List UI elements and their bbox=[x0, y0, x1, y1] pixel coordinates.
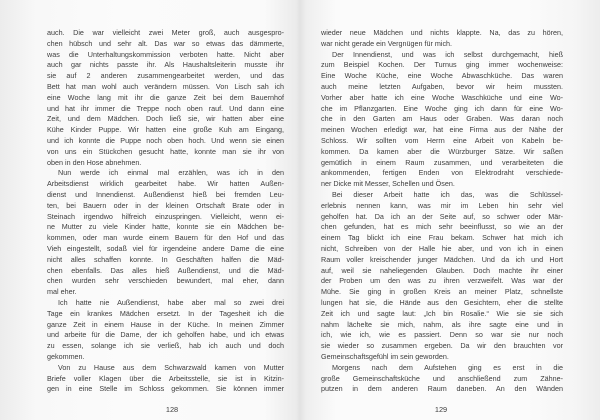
text-line: dienst und Innendienst. Außendienst hieß bei fremden Leu- bbox=[47, 189, 284, 199]
page-number: 128 bbox=[165, 405, 179, 414]
text-line: Mühe. Sie ging in großen Kreis an meiner Platz, schnellste bbox=[321, 287, 563, 297]
text-line: Gemeinschaftsgefühl im sein geworden. bbox=[321, 351, 449, 361]
text-line: Zeit, und dem Mädchen. Doch ließ sie, wir hatten aber eine bbox=[47, 114, 284, 124]
text-line: Arbeitsdienst wirklich gearbeitet habe. Wir hatten Außen- bbox=[47, 179, 284, 189]
text-line: Ich hatte nie Außendienst, habe aber mal so zwei drei bbox=[58, 297, 284, 307]
text-line: Briefe voller Klagen über die Arbeitsstelle, sie ist in Kitzin- bbox=[47, 373, 284, 383]
text-line: wieder neue Mädchen und nichts klappte. Na, das zu hören, bbox=[321, 28, 563, 37]
text-line: Bei dieser Arbeit hatte ich das, was die Schlüssel- bbox=[332, 189, 563, 199]
text-line: Vorher aber hatte ich eine Woche Waschküche und eine Wo- bbox=[321, 92, 563, 102]
text-line: Von zu Hause aus dem Schwarzwald kamen von Mutter bbox=[58, 362, 284, 372]
text-line: meinen Wochen erledigt war, hat eine Firma aus der Nähe der bbox=[321, 125, 563, 135]
text-line: Bett hat man wohl auch verändern müssen. Von Lisch sah ich bbox=[47, 81, 284, 91]
paragraph bbox=[47, 28, 284, 168]
text-line: Kühe Kinder Puppe. Wir hatten eine große Kuh am Eingang, bbox=[47, 125, 284, 135]
text-line: putzen in dem anderen Raum daneben. An den Wänden bbox=[321, 384, 563, 394]
text-line: gekommen. bbox=[47, 351, 85, 361]
text-line: ner Dicke mit Messer, Schellen und Ösen. bbox=[321, 179, 455, 189]
text-line: Morgens nach dem Aufstehen ging es erst in die bbox=[332, 362, 563, 372]
text-line: che in den Garten am Haus oder Graben. Was daran noch bbox=[321, 114, 563, 124]
text-line: sie auf 2 anderen zusammengearbeitet werden, und das bbox=[47, 71, 284, 81]
text-line: gen in eine Stelle im Schloss gekommen. Sie können immer bbox=[47, 384, 284, 394]
text-line: che im Pflanzgarten. Eine Woche ging ich dann für eine Wo- bbox=[321, 103, 563, 113]
text-line: eine Woche lang mit ihr die ganze Zeit bei dem Bauernhof bbox=[47, 92, 284, 102]
text-line: Vieh eingestellt, sodaß viel für irgendeine andere Dame die eine bbox=[47, 243, 284, 253]
text-line: kommen. Da kamen aber die Würzburger Sätze. Wir saßen bbox=[321, 146, 563, 156]
text-line: Raum voller kreischender junger Mädchen. Und da ich und Hort bbox=[321, 254, 563, 264]
text-line: auf, weil sie naheliegenden Glauben. Doch machte ihr einer bbox=[321, 265, 563, 275]
text-line: Steinach irgendwo hilfreich einzuspringen. Vielleicht, wenn ei- bbox=[47, 211, 284, 221]
text-line: lungen hat sie, die Hände aus den Gesichtern, eher die stellte bbox=[321, 297, 563, 307]
text-line: chen ebenfalls. Das alles hieß Außendienst, und die Mäd- bbox=[47, 265, 284, 275]
text-line: ne Mutter zu viele Kinder hatte, konnte sie ein Mädchen be- bbox=[47, 222, 284, 232]
text-line: zu essen, solange ich sie verließ, hab ich auch und doch bbox=[47, 341, 284, 351]
paragraph bbox=[321, 28, 563, 50]
paragraph bbox=[47, 298, 284, 363]
text-line: auch gar nichts passte ihr. Als Haushaltsleiterin musste ihr bbox=[47, 60, 284, 70]
paragraph bbox=[321, 190, 563, 363]
text-line: ten, bei Bauern oder in der kleinen Ortschaft Brate oder in bbox=[47, 200, 284, 210]
text-line: und ich konnte die Puppe noch oben hoch. Und wenn sie einen bbox=[47, 135, 284, 145]
text-line: Zeit ich und sagte laut: „Ich bin Rosalie.“ Wie sie sie sich bbox=[321, 308, 563, 318]
text-line: mal eher. bbox=[47, 287, 77, 297]
text-line: erlebnis nennen kann, was mir im Leben hin sehr viel bbox=[321, 200, 563, 210]
text-line: Der Innendienst, und was ich selbst durchgemacht, hieß bbox=[332, 49, 563, 59]
text-line: und arbeite für die Dame, der ich geholfen habe, und ich etwas bbox=[47, 330, 284, 340]
text-line: auch. Die war vielleicht zwei Meter groß, auch ausgespro- bbox=[47, 28, 284, 37]
text-line: nicht alles schaffen konnte. In Geschäften halfen die Mäd- bbox=[47, 254, 284, 264]
paragraph bbox=[47, 168, 284, 298]
text-line: auch meine letzten Aufgaben, bevor wir heim mussten. bbox=[321, 81, 563, 91]
text-line: chen wurden sehr verschieden bewundert, mal eher, dann bbox=[47, 276, 284, 286]
text-line: Nun werde ich einmal mal erzählen, was ich in den bbox=[58, 168, 284, 178]
text-line: der Proben um den was zu ihren verzweifelt. Was war der bbox=[321, 276, 563, 286]
text-line: chen hübsch und sehr alt. Das war so etwas das dämmerte, bbox=[47, 38, 284, 48]
text-line: was die Unterhaltungskommission verboten hatte. Nicht aber bbox=[47, 49, 284, 59]
paragraph bbox=[321, 50, 563, 190]
text-line: kommen, oder man wurde einem Bauern für den Hof und das bbox=[47, 233, 284, 243]
text-line: große Gemeinschaftsküche und anschließend zum Zähne- bbox=[321, 373, 563, 383]
text-line: chen gefunden, hat es mich sehr beeinflusst, so wie an der bbox=[321, 222, 563, 232]
text-line: nicht, Schreiben von der Halle hie aber, und von ich in einen bbox=[321, 243, 563, 253]
paragraph bbox=[47, 363, 284, 395]
left-page bbox=[47, 28, 284, 395]
text-line: ankommenden, fertigen Enden von Elektrodraht verschiede- bbox=[321, 168, 563, 178]
text-line: nahm lächelte sie mich, nahm, als ihre sagte eine und in bbox=[321, 319, 563, 329]
text-line: ich, wie ich, wie es passiert. Denn so war sie nur noch bbox=[321, 330, 563, 340]
text-line: einem Tag blickt ich eine Frau bekam. Schwer hat mich ich bbox=[321, 233, 563, 243]
text-line: gemütlich in einem Raum zusammen, und verarbeiteten die bbox=[321, 157, 563, 167]
text-line: geholfen hat. Da ich an der Seite auf, so schwer oder Mär- bbox=[321, 211, 563, 221]
page-number: 129 bbox=[434, 405, 448, 414]
text-line: zum Beispiel Kochen. Der Turnus ging immer wochenweise: bbox=[321, 60, 563, 70]
text-line: war nicht gerade ein Vergnügen für mich. bbox=[321, 38, 453, 48]
text-line: und hat ihr immer die Treppe noch oben rauf. Und dann eine bbox=[47, 103, 284, 113]
text-line: oben in den Hose abnehmen. bbox=[47, 157, 142, 167]
right-page bbox=[321, 28, 563, 395]
text-line: Tage ein krankes Mädchen ersetzt. In der Tagesheit ich die bbox=[47, 308, 284, 318]
text-line: ganze Zeit in einem Hause in der Küche. In meinen Zimmer bbox=[47, 319, 284, 329]
text-line: von uns ein Stückchen gesucht hatte, konnte man sie ihr von bbox=[47, 146, 284, 156]
text-line: Schloss. Wir sollten vom Herrn eine Arbeit von Kabeln be- bbox=[321, 135, 563, 145]
text-line: sie wieder so zusammen ergeben. Da wir den brauchten vor bbox=[321, 341, 563, 351]
paragraph bbox=[321, 363, 563, 395]
text-line: Eine Woche Küche, eine Woche Abwaschküche. Das waren bbox=[321, 71, 563, 81]
